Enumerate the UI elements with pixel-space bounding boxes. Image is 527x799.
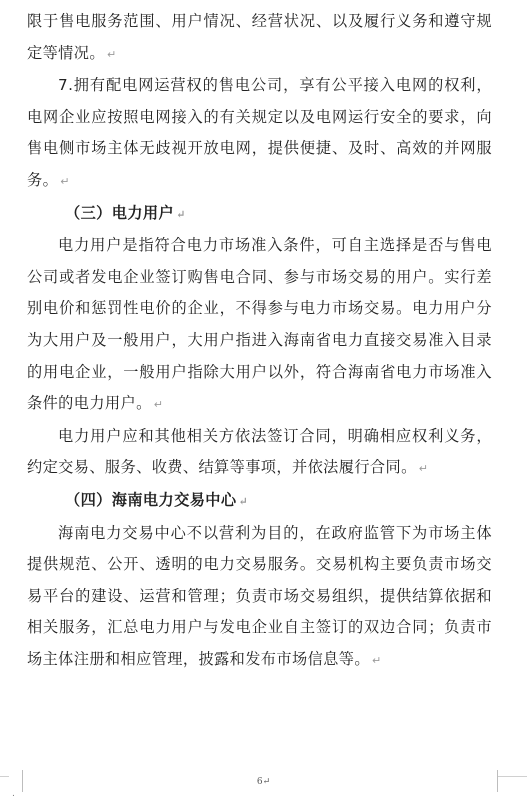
paragraph-power-users-contracts: [27, 421, 492, 485]
paragraph-mark-icon: ↵: [262, 777, 271, 787]
footer-paragraph-dot: .: [12, 789, 15, 799]
paragraph-mark-icon: ↵: [238, 494, 248, 508]
paragraph-mark-icon: ↵: [418, 462, 428, 476]
paragraph-text: 电力用户应和其他相关方依法签订合同，明确相应权利义务，约定交易、服务、收费、结算等事项，并依法履行合同。: [27, 426, 492, 477]
paragraph-grid-access: [27, 70, 492, 197]
paragraph-continued: [27, 6, 492, 70]
paragraph-mark-icon: ↵: [153, 398, 163, 412]
paragraph-mark-icon: ↵: [106, 47, 117, 61]
document-body: [27, 6, 492, 676]
paragraph-text: 限于售电服务范围、用户情况、经营状况、以及履行义务和遵守规定等情况。: [27, 12, 492, 62]
heading-text: （三）电力用户: [65, 203, 175, 222]
paragraph-mark-icon: ↵: [371, 653, 382, 667]
paragraph-text: 海南电力交易中心不以营利为目的，在政府监管下为市场主体提供规范、公开、透明的电力交易服务。交易机构主要负责市场交易平台的建设、运营和管理；负责市场交易组织，提供结算依据和相关服务，汇总电力用户与发电企业自主签订的双边合同；负责市场主体注册和相应管理，披露和发布市场信息等。: [27, 523, 492, 668]
paragraph-mark-icon: ↵: [60, 174, 70, 188]
page-number: [0, 777, 527, 787]
page-number-text: 6: [256, 777, 263, 787]
section-heading-power-users: [27, 198, 492, 231]
paragraph-mark-icon: ↵: [176, 207, 186, 221]
paragraph-power-users-definition: [27, 230, 492, 421]
paragraph-trading-center: [27, 518, 492, 677]
heading-text: （四）海南电力交易中心: [65, 490, 237, 509]
paragraph-text: 电力用户是指符合电力市场准入条件，可自主选择是否与售电公司或者发电企业签订购售电合同、参与市场交易的用户。实行差别电价和惩罚性电价的企业，不得参与电力市场交易。电力用户分为大用户及一般用户，大用户指进入海南省电力直接交易准入目录的用电企业，一般用户指除大用户以外，符合海南省电力市场准入条件的电力用户。: [27, 236, 492, 413]
paragraph-text: 7.拥有配电网运营权的售电公司，享有公平接入电网的权利，电网企业应按照电网接入的有关规定以及电网运行安全的要求，向售电侧市场主体无歧视开放电网，提供便捷、及时、高效的并网服务。: [27, 76, 492, 189]
section-heading-trading-center: [27, 485, 492, 518]
